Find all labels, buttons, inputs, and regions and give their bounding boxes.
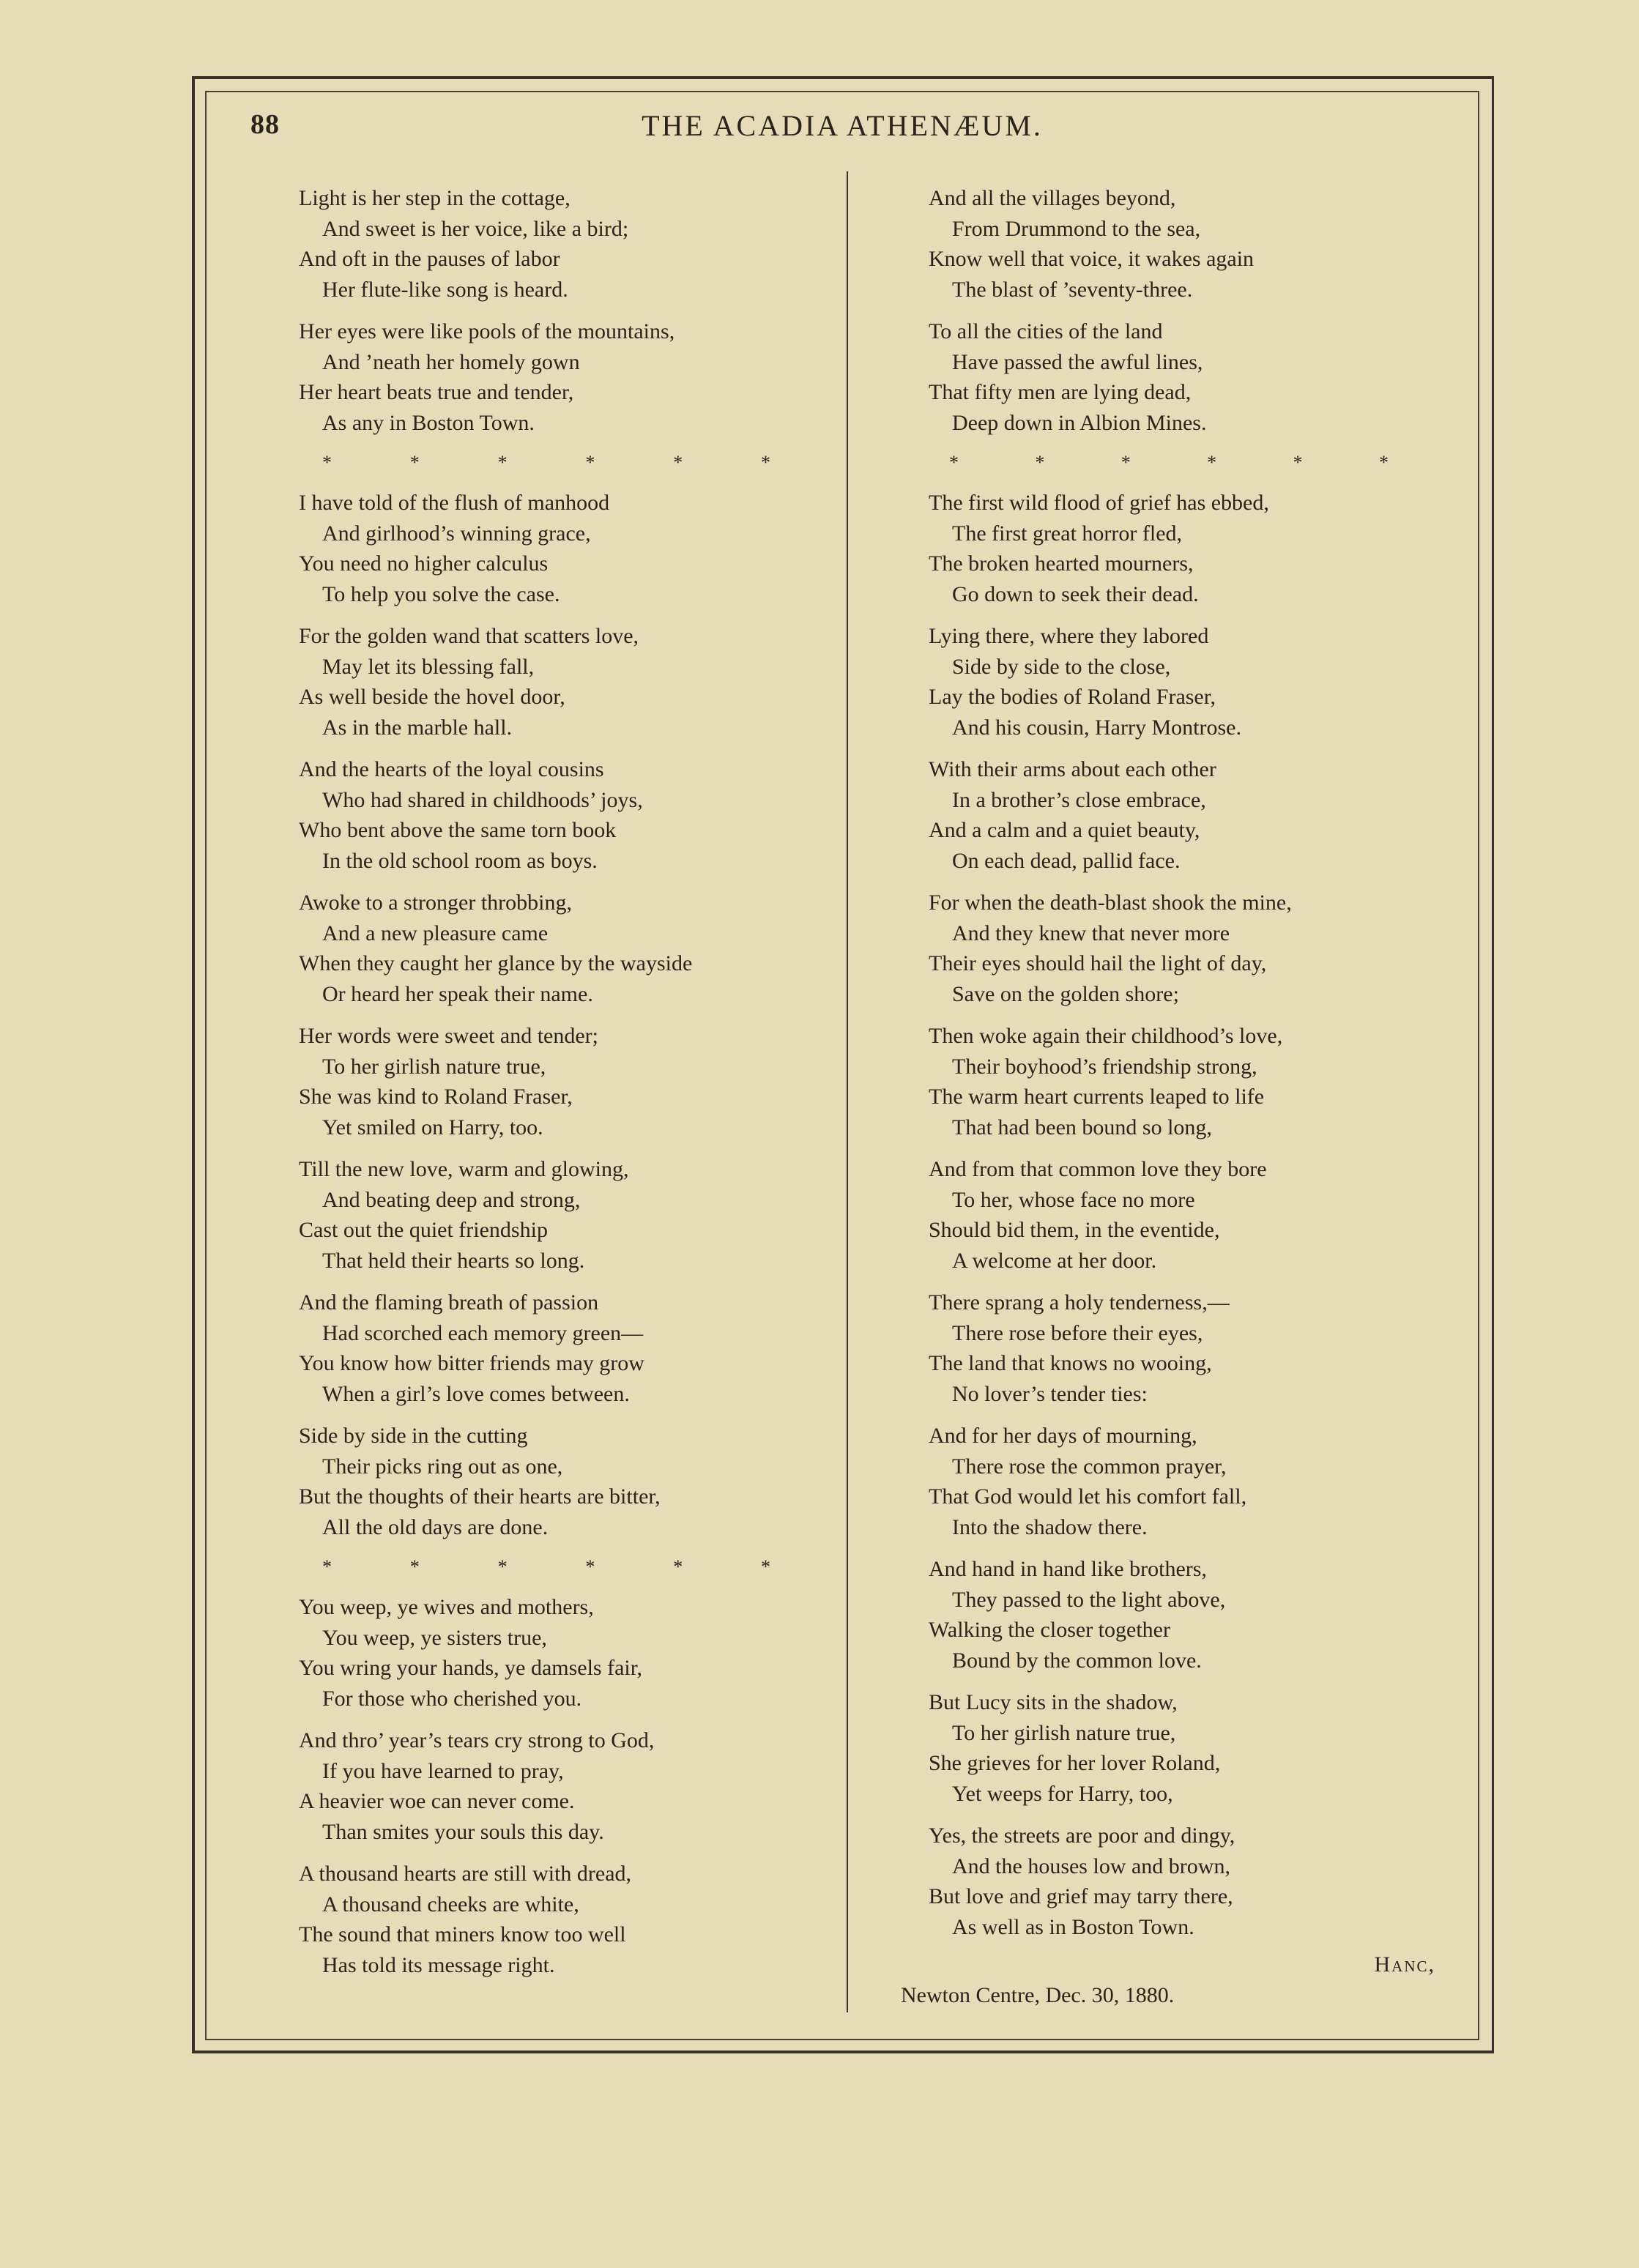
poem-line: To all the cities of the land bbox=[929, 319, 1163, 343]
asterisk: * bbox=[322, 452, 332, 473]
poem-line: That fifty men are lying dead, bbox=[929, 380, 1192, 404]
poem-line: Or heard her speak their name. bbox=[322, 981, 593, 1006]
poem-line: There rose the common prayer, bbox=[952, 1454, 1227, 1479]
poem-line: And his cousin, Harry Montrose. bbox=[952, 715, 1241, 740]
poem-line: And oft in the pauses of labor bbox=[299, 247, 560, 271]
asterisk: * bbox=[1035, 452, 1045, 473]
stanza bbox=[929, 1421, 1441, 1542]
poem-line: Light is her step in the cottage, bbox=[299, 186, 571, 210]
asterisk: * bbox=[760, 452, 770, 473]
poem-line: Had scorched each memory green— bbox=[322, 1320, 644, 1345]
poem-line: All the old days are done. bbox=[322, 1514, 549, 1539]
poem-line: Should bid them, in the eventide, bbox=[929, 1218, 1220, 1242]
poem-line: A thousand hearts are still with dread, bbox=[299, 1862, 632, 1886]
poem-line: And ’neath her homely gown bbox=[322, 349, 580, 374]
journal-title: THE ACADIA ATHENÆUM. bbox=[642, 109, 1043, 142]
poem-line: Deep down in Albion Mines. bbox=[952, 410, 1207, 435]
asterisk: * bbox=[1120, 452, 1131, 473]
left-column bbox=[299, 183, 841, 1992]
poem-line: And they knew that never more bbox=[952, 921, 1230, 945]
poem-line: As well beside the hovel door, bbox=[299, 685, 565, 709]
stanza bbox=[299, 888, 841, 1009]
poem-line: You weep, ye wives and mothers, bbox=[299, 1595, 594, 1619]
stanza bbox=[929, 754, 1441, 876]
poem-line: The warm heart currents leaped to life bbox=[929, 1085, 1265, 1109]
poem-line: The broken hearted mourners, bbox=[929, 551, 1194, 576]
asterisk: * bbox=[322, 1556, 332, 1577]
stanza bbox=[299, 1421, 841, 1542]
poem-line: And a calm and a quiet beauty, bbox=[929, 818, 1200, 842]
poem-line: Go down to seek their dead. bbox=[952, 581, 1199, 606]
poem-line: For when the death-blast shook the mine, bbox=[929, 891, 1292, 915]
stanza bbox=[929, 621, 1441, 743]
poem-line: May let its blessing fall, bbox=[322, 654, 535, 679]
asterisk: * bbox=[497, 1556, 508, 1577]
asterisk: * bbox=[1378, 452, 1389, 473]
poem-line: To her girlish nature true, bbox=[322, 1054, 546, 1079]
poem-line: As in the marble hall. bbox=[322, 715, 513, 740]
poem-line: The first great horror fled, bbox=[952, 521, 1183, 546]
right-column bbox=[901, 183, 1441, 2010]
section-separator bbox=[322, 1554, 770, 1580]
stanza bbox=[929, 316, 1441, 438]
poem-line: And a new pleasure came bbox=[322, 921, 549, 945]
poem-line: The sound that miners know too well bbox=[299, 1922, 626, 1947]
stanza bbox=[299, 488, 841, 609]
poem-line: You know how bitter friends may grow bbox=[299, 1351, 644, 1375]
stanza bbox=[299, 754, 841, 876]
poem-line: Side by side in the cutting bbox=[299, 1424, 528, 1448]
poem-line: Till the new love, warm and glowing, bbox=[299, 1157, 629, 1181]
section-separator bbox=[949, 450, 1389, 476]
poem-line: Her words were sweet and tender; bbox=[299, 1024, 598, 1048]
asterisk: * bbox=[497, 452, 508, 473]
poem-line: And for her days of mourning, bbox=[929, 1424, 1197, 1448]
poem-line: And the flaming breath of passion bbox=[299, 1290, 599, 1315]
poem-line: And all the villages beyond, bbox=[929, 186, 1176, 210]
poem-line: That had been bound so long, bbox=[952, 1115, 1212, 1139]
poem-line: To help you solve the case. bbox=[322, 581, 560, 606]
stanza bbox=[929, 183, 1441, 305]
stanza bbox=[929, 1821, 1441, 1942]
poem-line: And thro’ year’s tears cry strong to God, bbox=[299, 1728, 655, 1752]
asterisk: * bbox=[1293, 452, 1303, 473]
asterisk: * bbox=[1207, 452, 1217, 473]
poem-line: For those who cherished you. bbox=[322, 1686, 582, 1711]
poem-line: A thousand cheeks are white, bbox=[322, 1892, 579, 1916]
poem-line: Has told its message right. bbox=[322, 1952, 555, 1977]
poem-line: To her, whose face no more bbox=[952, 1187, 1195, 1212]
poem-line: In the old school room as boys. bbox=[322, 848, 598, 873]
poem-line: With their arms about each other bbox=[929, 757, 1216, 781]
poem-line: When a girl’s love comes between. bbox=[322, 1381, 630, 1406]
stanza bbox=[929, 488, 1441, 609]
poem-line: If you have learned to pray, bbox=[322, 1758, 564, 1783]
stanza bbox=[929, 1687, 1441, 1809]
poem-line: They passed to the light above, bbox=[952, 1587, 1226, 1612]
poem-line: Her heart beats true and tender, bbox=[299, 380, 574, 404]
poem-line: You wring your hands, ye damsels fair, bbox=[299, 1656, 643, 1680]
poem-line: For the golden wand that scatters love, bbox=[299, 624, 639, 648]
poem-line: From Drummond to the sea, bbox=[952, 216, 1201, 241]
asterisk: * bbox=[409, 1556, 420, 1577]
poem-line: Their picks ring out as one, bbox=[322, 1454, 563, 1479]
poem-line: The land that knows no wooing, bbox=[929, 1351, 1212, 1375]
poem-line: Side by side to the close, bbox=[952, 654, 1171, 679]
dateline: Newton Centre, Dec. 30, 1880. bbox=[901, 1982, 1175, 2007]
page-number: 88 bbox=[250, 109, 280, 140]
stanza bbox=[299, 1287, 841, 1409]
poem-line: Awoke to a stronger throbbing, bbox=[299, 891, 573, 915]
poem-line: That held their hearts so long. bbox=[322, 1248, 585, 1273]
poem-line: The first wild flood of grief has ebbed, bbox=[929, 491, 1269, 515]
section-separator bbox=[322, 450, 770, 476]
poem-line: And sweet is her voice, like a bird; bbox=[322, 216, 629, 241]
poem-line: Into the shadow there. bbox=[952, 1514, 1148, 1539]
poem-line: Have passed the awful lines, bbox=[952, 349, 1203, 374]
stanza bbox=[299, 1859, 841, 1980]
poem-line: That God would let his comfort fall, bbox=[929, 1484, 1247, 1509]
poem-line: Walking the closer together bbox=[929, 1618, 1170, 1642]
poem-line: There rose before their eyes, bbox=[952, 1320, 1203, 1345]
poem-line: But Lucy sits in the shadow, bbox=[929, 1690, 1178, 1714]
poem-line: Who bent above the same torn book bbox=[299, 818, 617, 842]
stanza bbox=[299, 1592, 841, 1714]
author-signature: Hanc, bbox=[1374, 1952, 1435, 1977]
asterisk: * bbox=[585, 1556, 595, 1577]
stanza bbox=[929, 1154, 1441, 1276]
poem-line: Who had shared in childhoods’ joys, bbox=[322, 787, 643, 812]
poem-line: When they caught her glance by the wayside bbox=[299, 951, 693, 975]
poem-line: The blast of ’seventy-three. bbox=[952, 277, 1193, 302]
stanza bbox=[929, 1554, 1441, 1676]
stanza bbox=[299, 621, 841, 743]
column-divider bbox=[847, 171, 848, 2012]
asterisk: * bbox=[673, 1556, 683, 1577]
poem-line: Lay the bodies of Roland Fraser, bbox=[929, 685, 1216, 709]
poem-line: She was kind to Roland Fraser, bbox=[299, 1085, 573, 1109]
page-header bbox=[205, 103, 1479, 154]
poem-line: She grieves for her lover Roland, bbox=[929, 1751, 1221, 1775]
poem-line: Yet smiled on Harry, too. bbox=[322, 1115, 543, 1139]
poem-line: But the thoughts of their hearts are bitter, bbox=[299, 1484, 661, 1509]
poem-line: There sprang a holy tenderness,— bbox=[929, 1290, 1230, 1315]
poem-line: Then woke again their childhood’s love, bbox=[929, 1024, 1283, 1048]
poem-line: Bound by the common love. bbox=[952, 1648, 1202, 1673]
poem-line: No lover’s tender ties: bbox=[952, 1381, 1148, 1406]
poem-line: Their eyes should hail the light of day, bbox=[929, 951, 1267, 975]
poem-line: Know well that voice, it wakes again bbox=[929, 247, 1255, 271]
poem-line: Yet weeps for Harry, too, bbox=[952, 1781, 1173, 1806]
poem-line: As any in Boston Town. bbox=[322, 410, 535, 435]
poem-line: And the hearts of the loyal cousins bbox=[299, 757, 604, 781]
poem-line: Yes, the streets are poor and dingy, bbox=[929, 1823, 1235, 1848]
stanza bbox=[299, 183, 841, 305]
stanza bbox=[299, 1154, 841, 1276]
poem-line: Than smites your souls this day. bbox=[322, 1819, 604, 1844]
stanza bbox=[299, 1725, 841, 1847]
poem-line: You need no higher calculus bbox=[299, 551, 549, 576]
asterisk: * bbox=[409, 452, 420, 473]
poem-line: You weep, ye sisters true, bbox=[322, 1625, 547, 1650]
asterisk: * bbox=[585, 452, 595, 473]
poem-line: But love and grief may tarry there, bbox=[929, 1884, 1233, 1908]
poem-line: And from that common love they bore bbox=[929, 1157, 1267, 1181]
poem-line: And the houses low and brown, bbox=[952, 1854, 1230, 1878]
stanza bbox=[299, 1021, 841, 1142]
stanza bbox=[929, 1287, 1441, 1409]
poem-line: And girlhood’s winning grace, bbox=[322, 521, 591, 546]
asterisk: * bbox=[949, 452, 959, 473]
poem-line: Their boyhood’s friendship strong, bbox=[952, 1054, 1257, 1079]
poem-line: To her girlish nature true, bbox=[952, 1720, 1176, 1745]
stanza bbox=[929, 888, 1441, 1009]
poem-line: In a brother’s close embrace, bbox=[952, 787, 1206, 812]
poem-line: Save on the golden shore; bbox=[952, 981, 1179, 1006]
stanza bbox=[929, 1021, 1441, 1142]
poem-line: A heavier woe can never come. bbox=[299, 1789, 575, 1813]
poem-line: Her eyes were like pools of the mountains, bbox=[299, 319, 675, 343]
asterisk: * bbox=[673, 452, 683, 473]
poem-line: And beating deep and strong, bbox=[322, 1187, 581, 1212]
poem-line: Her flute-like song is heard. bbox=[322, 277, 568, 302]
stanza bbox=[299, 316, 841, 438]
poem-line: A welcome at her door. bbox=[952, 1248, 1157, 1273]
asterisk: * bbox=[760, 1556, 770, 1577]
poem-line: Cast out the quiet friendship bbox=[299, 1218, 548, 1242]
poem-line: Lying there, where they labored bbox=[929, 624, 1209, 648]
poem-line: I have told of the flush of manhood bbox=[299, 491, 610, 515]
poem-line: And hand in hand like brothers, bbox=[929, 1557, 1207, 1581]
poem-line: On each dead, pallid face. bbox=[952, 848, 1181, 873]
poem-line: As well as in Boston Town. bbox=[952, 1914, 1194, 1939]
